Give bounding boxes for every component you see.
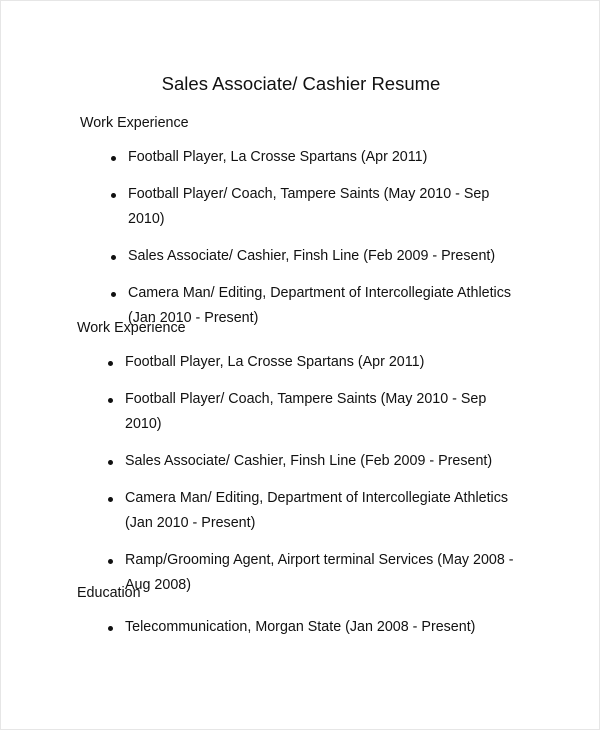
work-experience-list-2 [125, 350, 525, 610]
section-heading-work-experience: Work Experience [80, 115, 189, 131]
list-item: Sales Associate/ Cashier, Finsh Line (Feb 2009 - Present) [128, 244, 528, 269]
list-item: Sales Associate/ Cashier, Finsh Line (Feb 2009 - Present) [125, 449, 525, 474]
list-item: Football Player/ Coach, Tampere Saints (May 2010 - Sep 2010) [128, 182, 528, 232]
list-item: Camera Man/ Editing, Department of Intercollegiate Athletics (Jan 2010 - Present) [125, 486, 525, 536]
section-heading-education: Education [77, 585, 141, 601]
list-item: Ramp/Grooming Agent, Airport terminal Services (May 2008 - Aug 2008) [125, 548, 525, 598]
list-item: Football Player, La Crosse Spartans (Apr 2011) [128, 145, 528, 170]
list-item: Telecommunication, Morgan State (Jan 2008 - Present) [125, 615, 525, 640]
list-item: Football Player, La Crosse Spartans (Apr 2011) [125, 350, 525, 375]
section-heading-work-experience-2: Work Experience [77, 320, 186, 336]
work-experience-list [128, 145, 528, 343]
list-item: Camera Man/ Editing, Department of Intercollegiate Athletics (Jan 2010 - Present) [128, 281, 528, 331]
list-item: Football Player/ Coach, Tampere Saints (May 2010 - Sep 2010) [125, 387, 525, 437]
education-list [125, 615, 525, 652]
resume-title: Sales Associate/ Cashier Resume [161, 73, 441, 94]
